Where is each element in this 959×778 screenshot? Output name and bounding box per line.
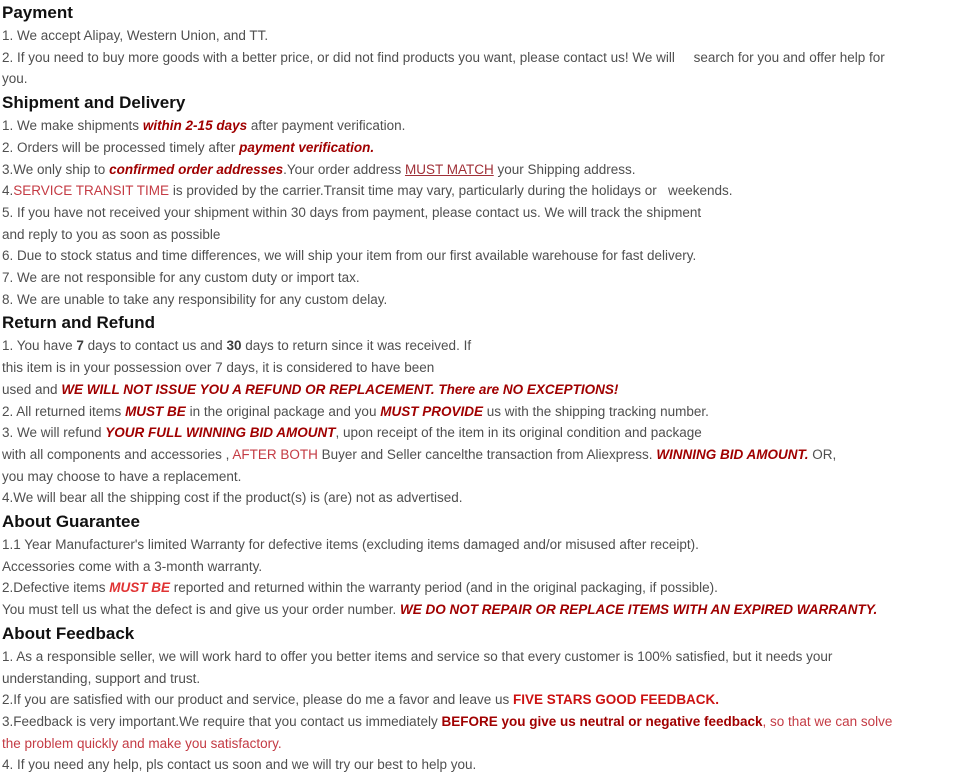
policy-line — [2, 357, 957, 379]
policy-line — [2, 754, 957, 776]
text-span: 3.We only ship to — [2, 161, 110, 177]
policy-line — [2, 180, 957, 202]
text-span: 7. We are not responsible for any custom duty or import tax. — [2, 270, 360, 286]
policy-line — [2, 487, 957, 509]
policy-line — [2, 202, 957, 224]
text-span: WE DO NOT REPAIR OR REPLACE ITEMS WITH AN EXPIRED WARRANTY. — [399, 602, 878, 618]
text-span: Accessories come with a 3-month warranty. — [2, 558, 263, 574]
text-span: 8. We are unable to take any responsibility for any custom delay. — [2, 291, 388, 307]
text-span: , so that we can solve — [762, 713, 893, 729]
text-span: Buyer and Seller cancelthe transaction from Aliexpress. — [317, 446, 657, 462]
text-span: OR, — [808, 446, 837, 462]
text-span: your Shipping address. — [493, 161, 636, 177]
text-span: 4.We will bear all the shipping cost if the product(s) is (are) not as advertised. — [2, 490, 463, 506]
text-span: 1. You have — [2, 338, 77, 354]
policy-line — [2, 646, 957, 668]
text-span: FIVE STARS GOOD FEEDBACK. — [513, 692, 720, 708]
text-span: 1. We accept Alipay, Western Union, and TT. — [2, 28, 269, 43]
text-span: 2. Orders will be processed timely after — [2, 139, 240, 155]
text-span: 2. All returned items — [2, 403, 126, 419]
policy-line — [2, 335, 957, 357]
policy-line — [2, 115, 957, 137]
section-heading: About Feedback — [2, 623, 135, 643]
text-span: 2.Defective items — [2, 580, 110, 596]
text-span: .Your order address — [283, 161, 405, 177]
policy-line — [2, 556, 957, 578]
text-span: SERVICE TRANSIT TIME — [13, 183, 170, 199]
text-span: 2. If you need to buy more goods with a better price, or did not find products you want, please contact us! We will search for you and offer help for — [2, 49, 885, 65]
text-span: within 2-15 days — [142, 118, 248, 134]
text-span: 1. We make shipments — [2, 118, 143, 134]
text-span: 3.Feedback is very important.We require that you contact us immediately — [2, 713, 442, 729]
text-span: You must tell us what the defect is and give us your order number. — [2, 602, 400, 618]
text-span: 6. Due to stock status and time differences, we will ship your item from our first available warehouse for fast delivery. — [2, 248, 697, 264]
policy-line — [2, 668, 957, 690]
policy-line — [2, 444, 957, 466]
section-heading: Return and Refund — [2, 313, 155, 333]
text-span: YOUR FULL WINNING BID AMOUNT — [105, 425, 336, 441]
text-span: AFTER BOTH — [232, 446, 318, 462]
policy-line — [2, 733, 957, 755]
policy-line — [2, 379, 957, 401]
section-heading: About Guarantee — [2, 512, 140, 532]
policy-line — [2, 68, 957, 90]
text-span: , upon receipt of the item in its original condition and package — [335, 425, 702, 441]
text-span: BEFORE you give us neutral or negative feedback — [441, 713, 763, 729]
text-span: and reply to you as soon as possible — [2, 226, 221, 242]
text-span: days to return since it was received. If — [241, 338, 472, 354]
text-span: the problem quickly and make you satisfactory. — [2, 735, 282, 751]
policy-line — [2, 711, 957, 733]
text-span: 1. As a responsible seller, we will work hard to offer you better items and service so that every customer is 100% satisfied, but it needs your — [2, 648, 833, 664]
text-span: days to contact us and — [83, 338, 227, 354]
text-span: is provided by the carrier.Transit time may vary, particularly during the holidays or weekends. — [169, 183, 733, 199]
text-span: 4. — [2, 183, 14, 199]
text-span: you. — [2, 71, 28, 87]
policy-line — [2, 422, 957, 444]
text-span: confirmed order addresses — [109, 161, 284, 177]
text-span: this item is in your possession over 7 days, it is considered to have been — [2, 360, 435, 376]
text-span: 2.If you are satisfied with our product and service, please do me a favor and leave us — [2, 692, 514, 708]
policy-line — [2, 466, 957, 488]
policy-line — [2, 689, 957, 711]
text-span: MUST MATCH — [404, 161, 494, 177]
policy-line — [2, 137, 957, 159]
text-span: 7 — [76, 338, 84, 354]
policy-line — [2, 401, 957, 423]
text-span: us with the shipping tracking number. — [482, 403, 709, 419]
policy-line — [2, 267, 957, 289]
text-span: MUST PROVIDE — [380, 403, 483, 419]
text-span: reported and returned within the warranty period (and in the original packaging, if possible). — [170, 580, 718, 596]
policy-line — [2, 534, 957, 556]
policy-line — [2, 289, 957, 311]
policy-line — [2, 599, 957, 621]
text-span: 4. If you need any help, pls contact us soon and we will try our best to help you. — [2, 757, 477, 773]
text-span: in the original package and you — [185, 403, 381, 419]
text-span: 1.1 Year Manufacturer's limited Warranty for defective items (excluding items damaged and/or misused after receipt). — [2, 537, 699, 553]
policy-line — [2, 245, 957, 267]
text-span: WINNING BID AMOUNT. — [656, 446, 809, 462]
text-span: with all components and accessories , — [2, 446, 233, 462]
text-span: MUST BE — [109, 580, 171, 596]
text-span: WE WILL NOT ISSUE YOU A REFUND OR REPLACEMENT. There are NO EXCEPTIONS! — [61, 381, 619, 397]
text-span: 5. If you have not received your shipment within 30 days from payment, please contact us. We will track the shipment — [2, 204, 702, 220]
policy-line — [2, 577, 957, 599]
section-heading: Shipment and Delivery — [2, 93, 186, 113]
text-span: you may choose to have a replacement. — [2, 468, 242, 484]
policy-line — [2, 47, 957, 69]
text-span: after payment verification. — [247, 118, 406, 134]
text-span: payment verification. — [239, 139, 375, 155]
policy-line — [2, 224, 957, 246]
text-span: 3. We will refund — [2, 425, 106, 441]
text-span: used and — [2, 381, 62, 397]
text-span: 30 — [226, 338, 242, 354]
policy-line — [2, 159, 957, 181]
text-span: understanding, support and trust. — [2, 670, 201, 686]
policy-line — [2, 25, 957, 47]
section-heading: Payment — [2, 3, 73, 22]
text-span: MUST BE — [125, 403, 186, 419]
